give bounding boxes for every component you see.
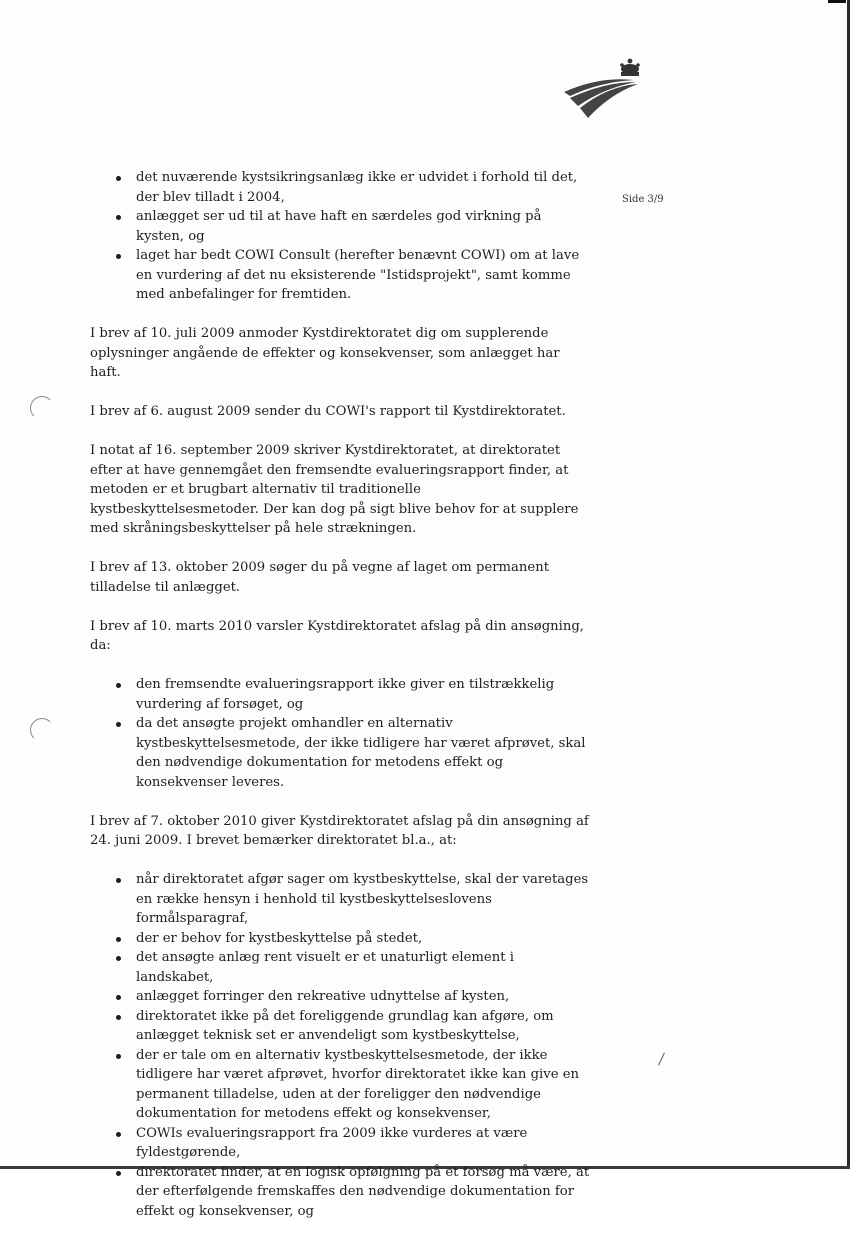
bullet-list-march bbox=[90, 675, 590, 792]
list-item: laget har bedt COWI Consult (herefter benævnt COWI) om at lave en vurdering af det nu eksisterende "Istidsprojekt", samt komme med anbefalinger for fremtiden. bbox=[90, 246, 590, 305]
list-item: anlægget ser ud til at have haft en særdeles god virkning på kysten, og bbox=[90, 207, 590, 246]
list-item: da det ansøgte projekt omhandler en alternativ kystbeskyttelsesmetode, der ikke tidligere har været afprøvet, skal den nødvendige dokumentation for metodens effekt og konsekvenser leveres. bbox=[90, 714, 590, 792]
paragraph: I brev af 10. marts 2010 varsler Kystdirektoratet afslag på din ansøgning, da: bbox=[90, 618, 584, 653]
pen-mark bbox=[658, 1052, 665, 1065]
crown-icon bbox=[620, 59, 640, 76]
list-item: der er tale om en alternativ kystbeskyttelsesmetode, der ikke tidligere har været afprøvet, hvorfor direktoratet ikke kan give en permanent tilladelse, uden at der foreligger den nødvendige dokumentation for metodens effekt og konsekvenser, bbox=[90, 1046, 590, 1124]
list-item: anlægget forringer den rekreative udnyttelse af kysten, bbox=[90, 987, 590, 1007]
list-item: den fremsendte evalueringsrapport ikke giver en tilstrækkelig vurdering af forsøget, og bbox=[90, 675, 590, 714]
paragraph: I brev af 10. juli 2009 anmoder Kystdirektoratet dig om supplerende oplysninger angående de effekter og konsekvenser, som anlægget har haft. bbox=[90, 326, 560, 380]
paragraph: I brev af 6. august 2009 sender du COWI's rapport til Kystdirektoratet. bbox=[90, 404, 566, 419]
paragraph: I brev af 13. oktober 2009 søger du på vegne af laget om permanent tilladelse til anlægget. bbox=[90, 560, 550, 595]
list-item: direktoratet finder, at en logisk opfølgning på et forsøg må være, at der efterfølgende fremskaffes den nødvendige dokumentation for effekt og konsekvenser, og bbox=[90, 1163, 590, 1222]
letter-body bbox=[90, 168, 590, 1241]
bullet-list-october bbox=[90, 870, 590, 1221]
list-item: det nuværende kystsikringsanlæg ikke er udvidet i forhold til det, der blev tilladt i 2004, bbox=[90, 168, 590, 207]
punch-hole-mark bbox=[30, 396, 54, 420]
list-item: det ansøgte anlæg rent visuelt er et unaturligt element i landskabet, bbox=[90, 948, 590, 987]
swoosh-icon bbox=[564, 79, 638, 118]
list-item: der er behov for kystbeskyttelse på stedet, bbox=[90, 929, 590, 949]
paragraph: I brev af 7. oktober 2010 giver Kystdirektoratet afslag på din ansøgning af 24. juni 2009. I brevet bemærker direktoratet bl.a., at: bbox=[90, 813, 589, 848]
paragraph: I notat af 16. september 2009 skriver Kystdirektoratet, at direktoratet efter at have gennemgået den fremsendte evalueringsrapport finder, at metoden er et brugbart alternativ til traditionelle kystbeskyttelsesmetoder. Der kan dog på sigt blive behov for at supplere med skråningsbeskyttelser på hele strækningen. bbox=[90, 443, 579, 536]
list-item: COWIs evalueringsrapport fra 2009 ikke vurderes at være fyldestgørende, bbox=[90, 1124, 590, 1163]
scan-corner-mark bbox=[828, 0, 846, 3]
list-item: direktoratet ikke på det foreliggende grundlag kan afgøre, om anlægget teknisk set er anvendeligt som kystbeskyttelse, bbox=[90, 1007, 590, 1046]
list-item: når direktoratet afgør sager om kystbeskyttelse, skal der varetages en række hensyn i henhold til kystbeskyttelseslovens formålsparagraf, bbox=[90, 870, 590, 929]
bullet-list-intro bbox=[90, 168, 590, 305]
punch-hole-mark bbox=[30, 718, 54, 742]
page-number: Side 3/9 bbox=[622, 194, 664, 205]
ombudsman-crown-logo bbox=[560, 56, 652, 120]
